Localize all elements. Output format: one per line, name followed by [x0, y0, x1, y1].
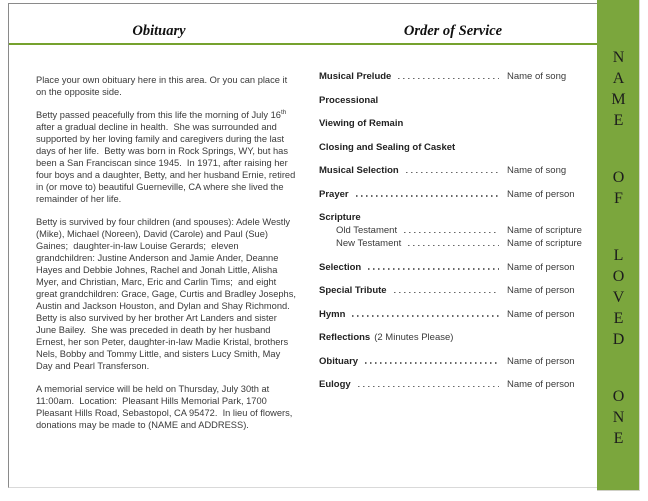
order-item-label: Viewing of Remain [319, 118, 404, 129]
order-row [319, 141, 597, 154]
order-item-label: Closing and Sealing of Casket [319, 141, 456, 153]
obituary-paragraph: Place your own obituary here in this area. Or you can place it on the opposite side. [36, 75, 290, 97]
dotted-leader [408, 245, 499, 247]
scripture-block [319, 211, 597, 250]
order-row [319, 284, 597, 297]
order-row [319, 211, 597, 224]
order-item-label: Scripture [319, 212, 361, 223]
obituary-heading-cell [9, 23, 309, 43]
order-row [319, 94, 597, 107]
columns [9, 45, 597, 442]
order-row [319, 188, 597, 201]
order-item-label: Musical Selection [319, 165, 399, 176]
order-item-value: Name of scripture [507, 225, 582, 236]
name-of-loved-one-text: NAME OF LOVED ONE [610, 49, 627, 451]
order-of-service-heading: Order of Service [403, 23, 503, 39]
obituary-text: Betty passed peacefully from this life the morning of July 16 [36, 110, 281, 120]
heading-row [9, 4, 597, 43]
obituary-heading: Obituary [132, 23, 186, 39]
order-subrow [319, 237, 597, 250]
order-item-label: Musical Prelude [319, 71, 392, 82]
dotted-leader [404, 232, 499, 234]
order-item-value: Name of song [507, 71, 567, 82]
order-item-label: Hymn [319, 308, 346, 320]
content-frame [8, 3, 597, 488]
order-item-label: Prayer [319, 188, 349, 200]
order-item-note: (2 Minutes Please) [374, 332, 454, 343]
order-row [319, 355, 597, 368]
order-item-value: Name of person [507, 285, 575, 296]
obituary-paragraph: A memorial service will be held on Thursday, July 30th at 11:00am. Location: Pleasant Hills Memorial Park, 1700 Pleasant Hills Road, Sebastopol, CA 95472. In lieu of flowers, donations may be made to (NAME and ADDRESS). [36, 384, 295, 430]
order-item-value: Name of person [507, 261, 575, 273]
order-item-label: Obituary [319, 355, 359, 367]
order-item-label: Reflections [319, 332, 371, 343]
order-item-label: New Testament [336, 238, 402, 249]
order-heading-cell [309, 23, 597, 43]
dotted-leader [356, 195, 499, 197]
order-item-label: Processional [319, 94, 379, 106]
order-subrow [319, 224, 597, 237]
order-row [319, 117, 597, 130]
order-item-value: Name of person [507, 188, 575, 200]
dotted-leader [394, 292, 499, 294]
dotted-leader [358, 386, 499, 388]
obituary-column [9, 45, 309, 442]
order-of-service-column [309, 45, 597, 442]
dotted-leader [368, 268, 499, 270]
name-of-loved-one-banner [597, 0, 640, 491]
order-item-value: Name of song [507, 165, 567, 176]
order-row [319, 70, 597, 83]
order-item-value: Name of scripture [507, 238, 582, 249]
order-item-label: Special Tribute [319, 285, 387, 296]
order-row [319, 331, 597, 344]
dotted-leader [352, 315, 499, 317]
obituary-text: after a gradual decline in health. She was surrounded and supported by her loving family and caregivers during the last days of her life. Betty was born in Rock Springs, WY, but has been a San Franciscan since 1945. In 1971, after raising her four boys and a daughter, Betty, and her husband Ernie, retired in (or move to) beautiful Guerneville, CA where she lived the remainder of her life. [36, 110, 298, 204]
dotted-leader [398, 78, 499, 80]
order-item-value: Name of person [507, 308, 575, 320]
order-row [319, 164, 597, 177]
dotted-leader [406, 172, 499, 174]
order-item-label: Eulogy [319, 379, 351, 390]
order-item-value: Name of person [507, 379, 575, 390]
order-row [319, 378, 597, 391]
obituary-paragraph [36, 109, 298, 205]
dotted-leader [365, 362, 499, 364]
order-row [319, 261, 597, 274]
ordinal-superscript: th [280, 108, 287, 116]
order-row [319, 308, 597, 321]
obituary-paragraph: Betty is survived by four children (and spouses): Adele Westly (Mike), Michael (Noreen), David (Carole) and Paul (Sue) Gaines; daughter-in-law Louise Gerards; eleven grandchildren: Justine Anderson and Jamie Ander, Deanne Hayes and Debbie Johnes, Rachel and Jonah Little, Alisha Myer, and Christian, Marc, Eric and Carlin Tims; and eight great grandchildren: Grace, Gage, Curtis and Bradley Josephs, Austin and Jackson Houston, and Dylan and Shay Richmond. Betty is also survived by her brother Art Landers and sister June Bailey. She was preceded in death by her husband Ernest, her son Peter, daughter-in-law Madie Kristal, brothers Nels, Bobby and Tommy Little, and sisters Lucy Smith, May Day and Pearl Transferson. [36, 217, 299, 371]
order-item-label: Selection [319, 261, 362, 273]
order-item-value: Name of person [507, 355, 575, 367]
order-item-label: Old Testament [336, 225, 398, 236]
